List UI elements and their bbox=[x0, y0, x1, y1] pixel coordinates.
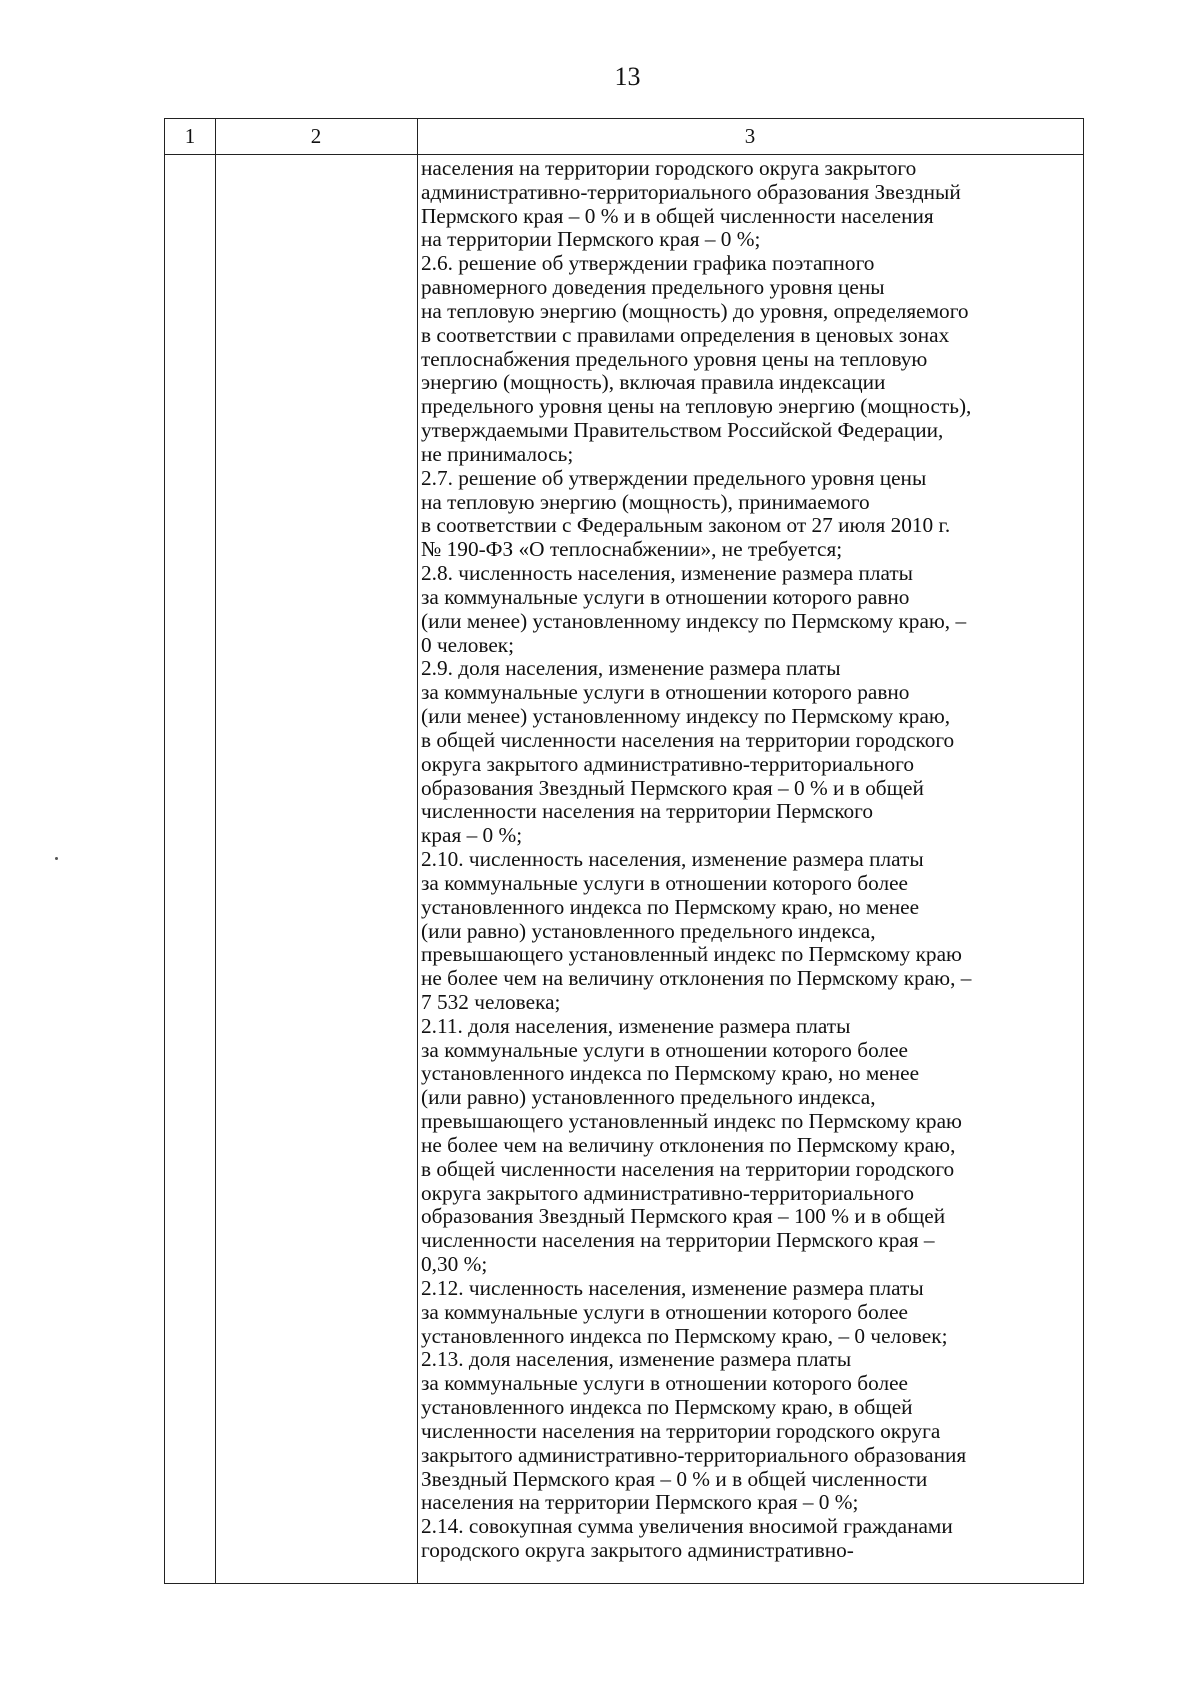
text-line: городского округа закрытого административно- bbox=[421, 1538, 854, 1563]
text-line: 7 532 человека; bbox=[421, 989, 561, 1014]
scan-speck bbox=[55, 857, 58, 860]
text-line: теплоснабжения предельного уровня цены на тепловую bbox=[421, 346, 928, 371]
text-line: установленного индекса по Пермскому краю, но менее bbox=[421, 894, 920, 919]
text-line: за коммунальные услуги в отношении которого более bbox=[421, 1371, 908, 1396]
header-cell-3: 3 bbox=[744, 124, 756, 148]
text-line: численности населения на территории Пермского bbox=[421, 799, 874, 824]
text-line: за коммунальные услуги в отношении которого более bbox=[421, 1299, 908, 1324]
text-line: населения на территории городского округа закрытого bbox=[421, 156, 917, 180]
text-line: образования Звездный Пермского края – 0 % и в общей bbox=[421, 775, 924, 800]
text-line: образования Звездный Пермского края – 100 % и в общей bbox=[421, 1204, 946, 1229]
text-line: 2.14. совокупная сумма увеличения вносимой гражданами bbox=[421, 1514, 953, 1539]
text-line: административно-территориального образования Звездный bbox=[421, 179, 961, 204]
text-line: превышающего установленный индекс по Пермскому краю bbox=[421, 942, 962, 967]
text-line: (или менее) установленному индексу по Пермскому краю, – bbox=[421, 608, 967, 633]
text-line: 2.11. доля населения, изменение размера платы bbox=[421, 1013, 851, 1038]
column-3-content bbox=[421, 157, 1081, 1563]
text-line: 2.12. численность населения, изменение размера платы bbox=[421, 1275, 924, 1300]
text-line: 2.9. доля населения, изменение размера платы bbox=[421, 656, 841, 681]
text-line: утверждаемыми Правительством Российской Федерации, bbox=[421, 418, 944, 443]
text-line: энергию (мощность), включая правила индексации bbox=[421, 370, 886, 395]
text-line: на территории Пермского края – 0 %; bbox=[421, 227, 761, 252]
text-line: 0 человек; bbox=[421, 632, 515, 657]
text-line: на тепловую энергию (мощность), принимаемого bbox=[421, 489, 870, 514]
text-line: установленного индекса по Пермскому краю, в общей bbox=[421, 1395, 913, 1420]
text-line: равномерного доведения предельного уровня цены bbox=[421, 275, 885, 300]
text-line: не принималось; bbox=[421, 441, 574, 466]
text-line: не более чем на величину отклонения по Пермскому краю, bbox=[421, 1132, 956, 1157]
text-line: в общей численности населения на территории городского bbox=[421, 727, 955, 752]
text-line: Пермского края – 0 % и в общей численности населения bbox=[421, 203, 934, 228]
text-line: 2.10. численность населения, изменение размера платы bbox=[421, 847, 924, 872]
text-line: 2.8. численность населения, изменение размера платы bbox=[421, 561, 913, 586]
text-line: (или равно) установленного предельного индекса, bbox=[421, 918, 876, 943]
text-line: не более чем на величину отклонения по Пермскому краю, – bbox=[421, 966, 972, 991]
text-line: численности населения на территории Пермского края – bbox=[421, 1228, 935, 1253]
text-line: 2.7. решение об утверждении предельного уровня цены bbox=[421, 465, 927, 490]
text-line: 2.6. решение об утверждении графика поэтапного bbox=[421, 251, 875, 276]
text-line: установленного индекса по Пермскому краю, – 0 человек; bbox=[421, 1323, 948, 1348]
text-line: превышающего установленный индекс по Пермскому краю bbox=[421, 1109, 962, 1134]
text-line: за коммунальные услуги в отношении которого более bbox=[421, 870, 908, 895]
text-line: за коммунальные услуги в отношении которого равно bbox=[421, 584, 910, 609]
text-line: установленного индекса по Пермскому краю, но менее bbox=[421, 1061, 920, 1086]
text-line: в соответствии с правилами определения в ценовых зонах bbox=[421, 322, 950, 347]
text-line: округа закрытого административно-территориального bbox=[421, 1180, 915, 1205]
text-line: края – 0 %; bbox=[421, 823, 523, 848]
page-number: 13 bbox=[614, 62, 641, 91]
column-divider-1 bbox=[215, 119, 216, 1583]
text-line: в общей численности населения на территории городского bbox=[421, 1156, 955, 1181]
text-line: (или равно) установленного предельного индекса, bbox=[421, 1085, 876, 1110]
document-table bbox=[164, 118, 1084, 1584]
text-line: Звездный Пермского края – 0 % и в общей численности bbox=[421, 1466, 928, 1491]
text-line: № 190-ФЗ «О теплоснабжении», не требуется; bbox=[421, 537, 843, 562]
text-line: закрытого административно-территориального образования bbox=[421, 1442, 967, 1467]
text-line: населения на территории Пермского края – 0 %; bbox=[421, 1490, 859, 1515]
text-line: на тепловую энергию (мощность) до уровня, определяемого bbox=[421, 298, 969, 323]
table-header-row bbox=[165, 119, 1083, 155]
text-line: предельного уровня цены на тепловую энергию (мощность), bbox=[421, 394, 972, 419]
text-line: 2.13. доля населения, изменение размера платы bbox=[421, 1347, 852, 1372]
column-divider-2 bbox=[417, 119, 418, 1583]
text-line: численности населения на территории городского округа bbox=[421, 1418, 941, 1443]
text-line: за коммунальные услуги в отношении которого равно bbox=[421, 680, 910, 705]
header-cell-2: 2 bbox=[310, 124, 322, 148]
text-line: в соответствии с Федеральным законом от 27 июля 2010 г. bbox=[421, 513, 951, 538]
text-line: 0,30 %; bbox=[421, 1252, 488, 1277]
text-line: округа закрытого административно-территориального bbox=[421, 751, 915, 776]
text-line: (или менее) установленному индексу по Пермскому краю, bbox=[421, 704, 951, 729]
header-cell-1: 1 bbox=[184, 124, 196, 148]
text-line: за коммунальные услуги в отношении которого более bbox=[421, 1037, 908, 1062]
